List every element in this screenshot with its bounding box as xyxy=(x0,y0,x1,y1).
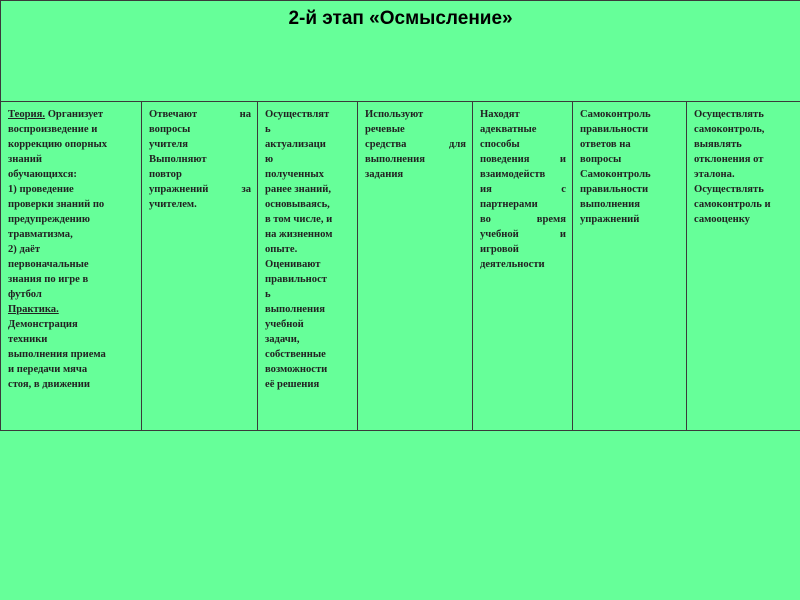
cell-line xyxy=(580,167,680,182)
cell-line xyxy=(265,287,351,302)
cell-line xyxy=(8,167,135,182)
cell-text-fragment: проверки знаний по xyxy=(8,199,105,210)
cell-text-fragment: Используют xyxy=(365,109,424,120)
cell-line xyxy=(265,362,351,377)
cell-text-fragment: Самоконтроль xyxy=(580,169,651,180)
cell-text-fragment: выполнения xyxy=(365,154,425,165)
cell-text-fragment: знания по игре в xyxy=(8,274,89,285)
cell-text-fragment: поведения и xyxy=(480,154,566,165)
cell-text-fragment: деятельности xyxy=(480,259,545,270)
cell-text-fragment: выполнения приема xyxy=(8,349,106,360)
cell-line xyxy=(365,107,466,122)
cell-line xyxy=(149,107,251,122)
cell-text-fragment: правильности xyxy=(580,124,649,135)
cell-line xyxy=(580,197,680,212)
cell-text-fragment: Находят xyxy=(480,109,520,120)
cell-text-fragment: техники xyxy=(8,334,48,345)
cell-text-fragment: Отвечают на xyxy=(149,109,251,120)
cell-line xyxy=(265,227,351,242)
cell-line xyxy=(694,107,794,122)
stage-title: 2-й этап «Осмысление» xyxy=(288,8,513,29)
cell-text-fragment: воспроизведение и xyxy=(8,124,98,135)
cell-line xyxy=(265,182,351,197)
cell-text-fragment: 2) даёт xyxy=(8,244,41,255)
cell-student-answers xyxy=(142,102,258,431)
cell-text-fragment: повтор xyxy=(149,169,182,180)
cell-line xyxy=(8,362,135,377)
cell-line xyxy=(265,377,351,392)
cell-text-fragment: правильност xyxy=(265,274,327,285)
cell-line xyxy=(480,167,566,182)
cell-line xyxy=(8,182,135,197)
cell-text-fragment: Оценивают xyxy=(265,259,321,270)
cell-text-fragment: во время xyxy=(480,214,566,225)
cell-text-fragment: ь xyxy=(265,124,271,135)
cell-line xyxy=(265,152,351,167)
cell-text-fragment: первоначальные xyxy=(8,259,89,270)
cell-text-fragment: выявлять xyxy=(694,139,742,150)
cell-text-fragment: опыте. xyxy=(265,244,298,255)
cell-text-fragment: 1) проведение xyxy=(8,184,74,195)
cell-line xyxy=(8,227,135,242)
cell-line xyxy=(580,122,680,137)
cell-line xyxy=(8,137,135,152)
cell-text-fragment: отклонения от xyxy=(694,154,764,165)
cell-text-fragment: основываясь, xyxy=(265,199,330,210)
cell-text-fragment: упражнений за xyxy=(149,184,251,195)
cell-line xyxy=(8,272,135,287)
cell-line xyxy=(265,212,351,227)
cell-text-fragment: и передачи мяча xyxy=(8,364,88,375)
cell-text-fragment: Осуществлять xyxy=(694,109,764,120)
cell-text-fragment: Выполняют xyxy=(149,154,207,165)
cell-text-fragment: Демонстрация xyxy=(8,319,78,330)
cell-line xyxy=(8,377,135,392)
cell-actualization xyxy=(258,102,358,431)
cell-self-assessment xyxy=(687,102,800,431)
cell-text-fragment: футбол xyxy=(8,289,42,300)
cell-text-fragment: адекватные xyxy=(480,124,537,135)
title-row xyxy=(1,1,800,102)
cell-line xyxy=(580,212,680,227)
cell-line xyxy=(365,152,466,167)
cell-line xyxy=(480,212,566,227)
cell-text-fragment: Осуществлять xyxy=(694,184,764,195)
cell-line xyxy=(8,212,135,227)
cell-line xyxy=(694,122,794,137)
cell-text-fragment: возможности xyxy=(265,364,328,375)
cell-text-fragment: Самоконтроль xyxy=(580,109,651,120)
cell-text-fragment: игровой xyxy=(480,244,519,255)
cell-text-fragment: ь xyxy=(265,289,271,300)
cell-line xyxy=(8,317,135,332)
cell-text-fragment: в том числе, и xyxy=(265,214,333,225)
cell-line xyxy=(480,242,566,257)
cell-line xyxy=(8,302,135,317)
cell-line xyxy=(149,167,251,182)
cell-behavior xyxy=(473,102,573,431)
cell-line xyxy=(580,182,680,197)
cell-text-fragment: ю xyxy=(265,154,274,165)
cell-line xyxy=(265,197,351,212)
cell-line xyxy=(8,332,135,347)
cell-line xyxy=(149,152,251,167)
cell-text-fragment: ранее знаний, xyxy=(265,184,331,195)
cell-line xyxy=(480,257,566,272)
cell-line xyxy=(480,182,566,197)
cell-line xyxy=(8,242,135,257)
cell-line xyxy=(580,107,680,122)
cell-line xyxy=(480,107,566,122)
cell-line xyxy=(8,197,135,212)
cell-text-fragment: обучающихся: xyxy=(8,169,77,180)
section-heading: Теория. xyxy=(8,109,46,120)
cell-line xyxy=(149,182,251,197)
cell-text-fragment: учебной xyxy=(265,319,304,330)
cell-text-fragment: выполнения xyxy=(265,304,325,315)
cell-line xyxy=(480,137,566,152)
section-heading: Практика. xyxy=(8,304,59,315)
cell-line xyxy=(265,107,351,122)
cell-line xyxy=(265,302,351,317)
cell-text-fragment: Осуществлят xyxy=(265,109,330,120)
cell-text-fragment: предупреждению xyxy=(8,214,90,225)
cell-line xyxy=(694,167,794,182)
content-row xyxy=(1,102,800,431)
cell-text-fragment: коррекцию опорных xyxy=(8,139,108,150)
cell-text-fragment: взаимодейств xyxy=(480,169,546,180)
cell-line xyxy=(694,212,794,227)
cell-line xyxy=(265,242,351,257)
cell-line xyxy=(265,347,351,362)
cell-text-fragment: вопросы xyxy=(149,124,191,135)
cell-text-fragment: ия с xyxy=(480,184,566,195)
cell-text-fragment: способы xyxy=(480,139,520,150)
cell-text-fragment: партнерами xyxy=(480,199,538,210)
cell-text-fragment: стоя, в движении xyxy=(8,379,90,390)
cell-line xyxy=(265,167,351,182)
cell-line xyxy=(265,272,351,287)
cell-text-fragment: её решения xyxy=(265,379,320,390)
cell-line xyxy=(8,287,135,302)
cell-text-fragment: речевые xyxy=(365,124,405,135)
cell-line xyxy=(149,197,251,212)
cell-line xyxy=(265,317,351,332)
cell-line xyxy=(480,122,566,137)
cell-line xyxy=(480,227,566,242)
cell-text-fragment: самооценку xyxy=(694,214,750,225)
cell-line xyxy=(8,152,135,167)
title-cell xyxy=(1,1,800,102)
cell-line xyxy=(694,137,794,152)
cell-text-fragment: средства для xyxy=(365,139,466,150)
cell-line xyxy=(694,152,794,167)
cell-line xyxy=(365,167,466,182)
cell-line xyxy=(8,257,135,272)
cell-line xyxy=(265,122,351,137)
cell-text-fragment: на жизненном xyxy=(265,229,333,240)
cell-text-fragment: упражнений xyxy=(580,214,640,225)
cell-line xyxy=(694,182,794,197)
cell-text-fragment: Организует xyxy=(45,109,104,120)
cell-text-fragment: учителя xyxy=(149,139,188,150)
cell-text-fragment: эталона. xyxy=(694,169,735,180)
cell-line xyxy=(265,332,351,347)
cell-self-control xyxy=(573,102,687,431)
cell-line xyxy=(8,122,135,137)
cell-line xyxy=(365,122,466,137)
cell-text-fragment: травматизма, xyxy=(8,229,73,240)
cell-teacher-activity xyxy=(1,102,142,431)
cell-line xyxy=(365,137,466,152)
cell-text-fragment: самоконтроль, xyxy=(694,124,765,135)
cell-speech-means xyxy=(358,102,473,431)
cell-line xyxy=(265,137,351,152)
cell-text-fragment: правильности xyxy=(580,184,649,195)
cell-line xyxy=(480,152,566,167)
cell-text-fragment: задания xyxy=(365,169,404,180)
cell-text-fragment: полученных xyxy=(265,169,324,180)
cell-text-fragment: собственные xyxy=(265,349,326,360)
cell-text-fragment: вопросы xyxy=(580,154,622,165)
cell-text-fragment: выполнения xyxy=(580,199,640,210)
cell-line xyxy=(580,137,680,152)
cell-line xyxy=(149,137,251,152)
cell-text-fragment: знаний xyxy=(8,154,42,165)
cell-line xyxy=(265,257,351,272)
cell-text-fragment: задачи, xyxy=(265,334,300,345)
cell-text-fragment: актуализаци xyxy=(265,139,326,150)
cell-text-fragment: учебной и xyxy=(480,229,566,240)
cell-text-fragment: учителем. xyxy=(149,199,197,210)
cell-line xyxy=(580,152,680,167)
cell-text-fragment: самоконтроль и xyxy=(694,199,771,210)
cell-line xyxy=(149,122,251,137)
cell-line xyxy=(480,197,566,212)
cell-text-fragment: ответов на xyxy=(580,139,631,150)
cell-line xyxy=(8,347,135,362)
cell-line xyxy=(694,197,794,212)
cell-line xyxy=(8,107,135,122)
